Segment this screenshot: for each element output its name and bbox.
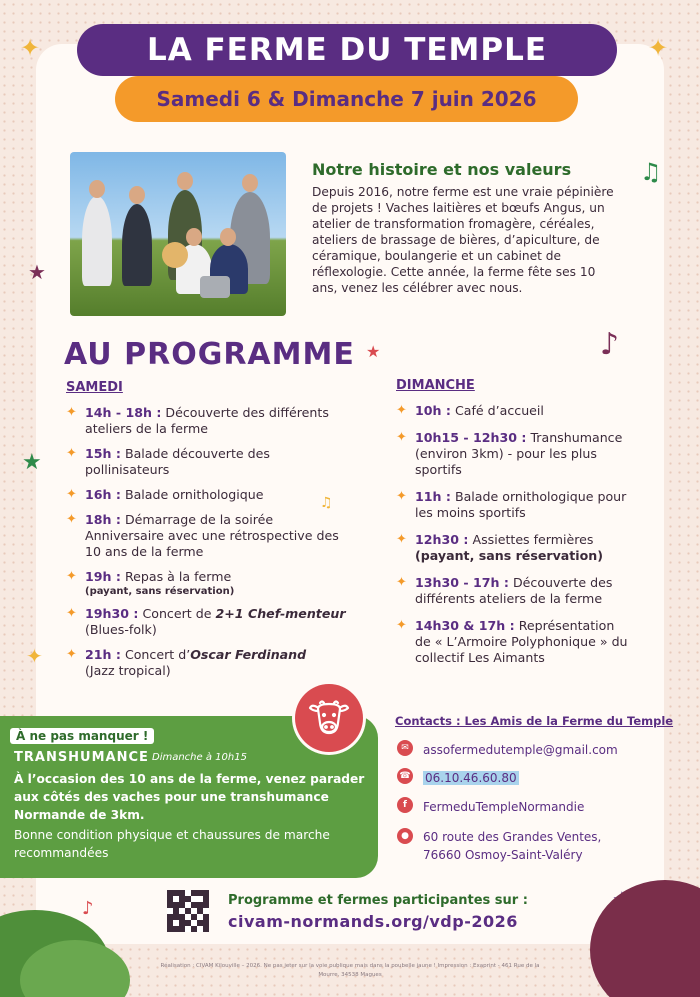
address-line: 60 route des Grandes Ventes, [423,830,602,844]
star-icon: ★ [28,260,46,284]
sunday-list [394,403,634,666]
story-text: Depuis 2016, notre ferme est une vraie pépinière de projets ! Vaches laitières et bœufs Angus, un atelier de transformation fromagère, céréales, ateliers de brassage de bières, d’apiculture, de céramique, boulangerie et un cabinet de réflexologie. Cette année, la ferme fête ses 10 ans, venez les célébrer avec nous. [312,185,614,295]
phone-icon: ☎ [397,768,413,784]
list-item: ✦ 10h : Café d’accueil [396,403,544,418]
highlight-title: TRANSHUMANCE [14,750,149,765]
star-bullet-icon: ✦ [396,403,407,418]
saturday-list [64,405,349,679]
list-item: ✦ 21h : Concert d’Oscar Ferdinand (Jazz tropical) [66,647,307,678]
highlight-text: À l’occasion des 10 ans de la ferme, venez parader aux côtés des vaches pour une transhumance Normande de 3km. [14,772,365,822]
phone-number[interactable]: 06.10.46.60.80 [425,771,517,785]
footer-label: Programme et fermes participantes sur : [228,893,528,908]
star-bullet-icon: ✦ [66,569,77,584]
star-bullet-icon: ✦ [66,647,77,662]
contact-email[interactable] [397,740,618,760]
facebook-icon: f [397,797,413,813]
page-title: LA FERME DU TEMPLE [77,24,617,76]
star-bullet-icon: ✦ [396,430,407,445]
star-bullet-icon: ✦ [66,487,77,502]
music-note-icon: ♪ [82,898,94,919]
footer-url-link[interactable]: civam-normands.org/vdp-2026 [228,912,518,931]
list-item: ✦ 11h : Balade ornithologique pour les moins sportifs [396,489,627,520]
music-note-icon: ♫ [320,495,333,511]
music-note-icon: ♫ [640,158,662,186]
cow-icon [295,684,363,752]
sunday-heading: DIMANCHE [396,378,475,393]
program-title: AU PROGRAMME [64,337,355,372]
list-item: ✦ 13h30 - 17h : Découverte des différents ateliers de la ferme [396,575,613,606]
star-bullet-icon: ✦ [66,405,77,420]
star-icon: ✦ [648,34,669,62]
list-item: ✦ 19h : Repas à la ferme (payant, sans réservation) [66,569,235,597]
star-bullet-icon: ✦ [66,446,77,461]
farm-team-photo [70,152,286,316]
address-line: 76660 Osmoy-Saint-Valéry [423,848,583,862]
star-icon: ★ [366,342,381,361]
list-item: ✦ 12h30 : Assiettes fermières (payant, sans réservation) [396,532,604,563]
list-item: ✦ 14h - 18h : Découverte des différents ateliers de la ferme [66,405,329,436]
star-icon: ✦ [26,644,43,668]
star-bullet-icon: ✦ [396,489,407,504]
star-icon: ★ [22,450,42,475]
facebook-link[interactable]: FermeduTempleNormandie [423,800,585,814]
list-item: ✦ 19h30 : Concert de 2+1 Chef-menteur (Blues-folk) [66,606,346,637]
star-bullet-icon: ✦ [66,512,77,527]
star-bullet-icon: ✦ [396,532,407,547]
list-item: ✦ 10h15 - 12h30 : Transhumance (environ 3km) - pour les plus sportifs [396,430,623,477]
list-item: ✦ 14h30 & 17h : Représentation de « L’Armoire Polyphonique » du collectif Les Aimants [396,618,628,665]
list-item: ✦ 16h : Balade ornithologique [66,487,264,502]
list-item: ✦ 15h : Balade découverte des pollinisateurs [66,446,270,477]
saturday-heading: SAMEDI [66,380,123,395]
list-item: ✦ 18h : Démarrage de la soirée Anniversaire avec une rétrospective des 10 ans de la ferme [66,512,339,559]
star-bullet-icon: ✦ [396,618,407,633]
star-icon: ✦ [20,34,41,62]
highlight-when: Dimanche à 10h15 [152,752,247,763]
event-dates: Samedi 6 & Dimanche 7 juin 2026 [115,76,578,122]
contact-address [397,828,601,864]
star-bullet-icon: ✦ [66,606,77,621]
contact-phone[interactable] [397,768,519,788]
email-link[interactable]: assofermedutemple@gmail.com [423,743,618,757]
highlight-note: Bonne condition physique et chaussures de marche recommandées [14,828,330,860]
star-bullet-icon: ✦ [396,575,407,590]
contact-facebook[interactable] [397,797,584,817]
story-title: Notre histoire et nos valeurs [312,160,572,179]
contacts-title: Contacts : Les Amis de la Ferme du Temple [395,714,674,728]
print-credits: Réalisation : CIVAM Kilouville – 2026. Ne pas jeter sur la voie publique mais dans la poubelle jaune ! Impression : Exaprint - 461 Rue de la Mourre, 34538 Magues [160,963,540,978]
qr-code-icon[interactable] [167,890,209,932]
email-icon: ✉ [397,740,413,756]
highlight-tag: À ne pas manquer ! [10,728,154,744]
music-note-icon: ♪ [600,327,620,362]
location-pin-icon: ● [397,828,413,844]
